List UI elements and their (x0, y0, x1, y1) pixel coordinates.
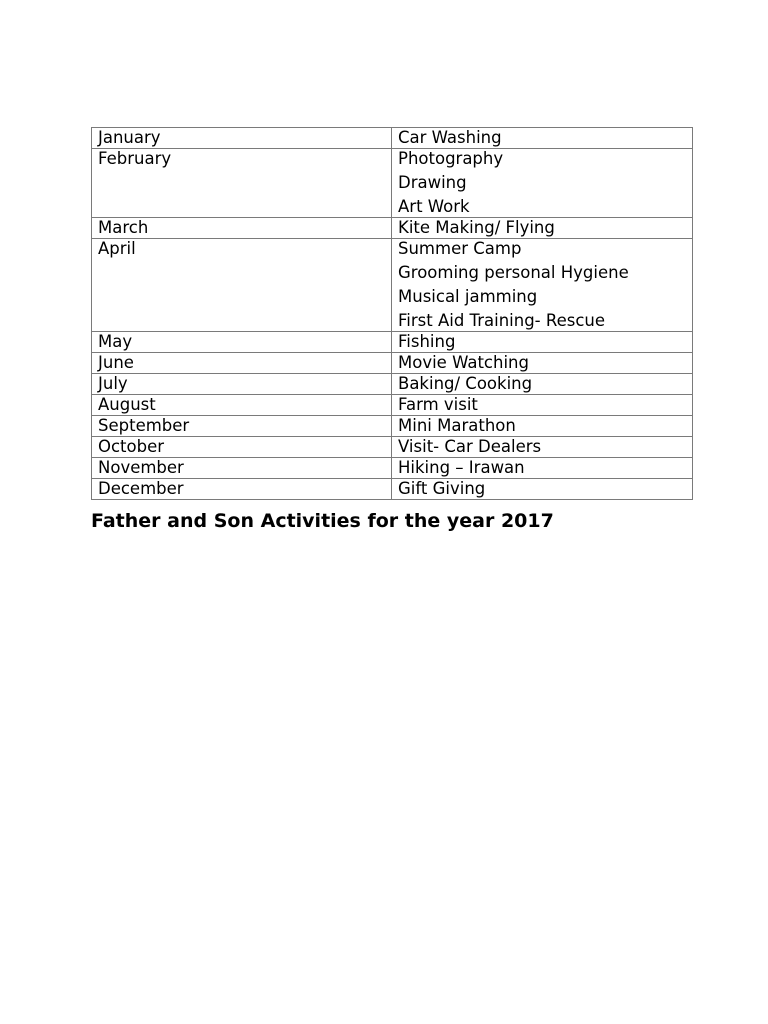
activity-label: Baking/ Cooking (398, 374, 533, 393)
month-cell (92, 332, 392, 353)
activity-label: Farm visit (398, 395, 478, 414)
table-row (92, 458, 693, 479)
document-title: Father and Son Activities for the year 2017 (91, 510, 554, 532)
activity-schedule-table (91, 127, 693, 500)
table-row (92, 479, 693, 500)
activity-cell (392, 479, 693, 500)
activity-label: Art Work (398, 197, 470, 216)
activity-schedule-body (92, 128, 693, 500)
month-cell (92, 149, 392, 218)
month-cell (92, 458, 392, 479)
activity-label: Hiking – Irawan (398, 458, 525, 477)
month-label: September (98, 416, 190, 435)
activity-cell (392, 218, 693, 239)
activity-label: Mini Marathon (398, 416, 516, 435)
month-label: November (98, 458, 184, 477)
activity-cell (392, 458, 693, 479)
activity-cell (392, 437, 693, 458)
activity-cell (392, 416, 693, 437)
month-label: May (98, 332, 133, 351)
activity-cell (392, 149, 693, 218)
month-cell (92, 128, 392, 149)
month-label: January (98, 128, 161, 147)
activity-label: Fishing (398, 332, 456, 351)
table-row (92, 437, 693, 458)
activity-label: Gift Giving (398, 479, 486, 498)
table-row (92, 332, 693, 353)
activity-cell (392, 128, 693, 149)
table-row (92, 374, 693, 395)
month-cell (92, 479, 392, 500)
activity-cell (392, 374, 693, 395)
month-label: June (98, 353, 134, 372)
activity-label: Grooming personal Hygiene (398, 263, 629, 282)
month-cell (92, 416, 392, 437)
table-row (92, 353, 693, 374)
month-label: February (98, 149, 172, 168)
activity-label: Musical jamming (398, 287, 538, 306)
month-label: December (98, 479, 184, 498)
month-cell (92, 374, 392, 395)
activity-cell (392, 395, 693, 416)
month-cell (92, 437, 392, 458)
month-cell (92, 239, 392, 332)
table-row (92, 395, 693, 416)
table-row (92, 128, 693, 149)
month-label: March (98, 218, 149, 237)
table-row (92, 416, 693, 437)
table-row (92, 218, 693, 239)
activity-label: Car Washing (398, 128, 502, 147)
activity-label: Visit- Car Dealers (398, 437, 542, 456)
month-cell (92, 353, 392, 374)
activity-label: Photography (398, 149, 504, 168)
month-cell (92, 395, 392, 416)
activity-label: Movie Watching (398, 353, 529, 372)
month-label: July (98, 374, 128, 393)
activity-label: Kite Making/ Flying (398, 218, 555, 237)
activity-cell (392, 353, 693, 374)
activity-label: First Aid Training- Rescue (398, 311, 606, 330)
activity-cell (392, 239, 693, 332)
month-label: October (98, 437, 165, 456)
month-label: August (98, 395, 156, 414)
activity-label: Summer Camp (398, 239, 522, 258)
activity-label: Drawing (398, 173, 467, 192)
table-row (92, 149, 693, 218)
month-label: April (98, 239, 136, 258)
activity-cell (392, 332, 693, 353)
month-cell (92, 218, 392, 239)
table-row (92, 239, 693, 332)
